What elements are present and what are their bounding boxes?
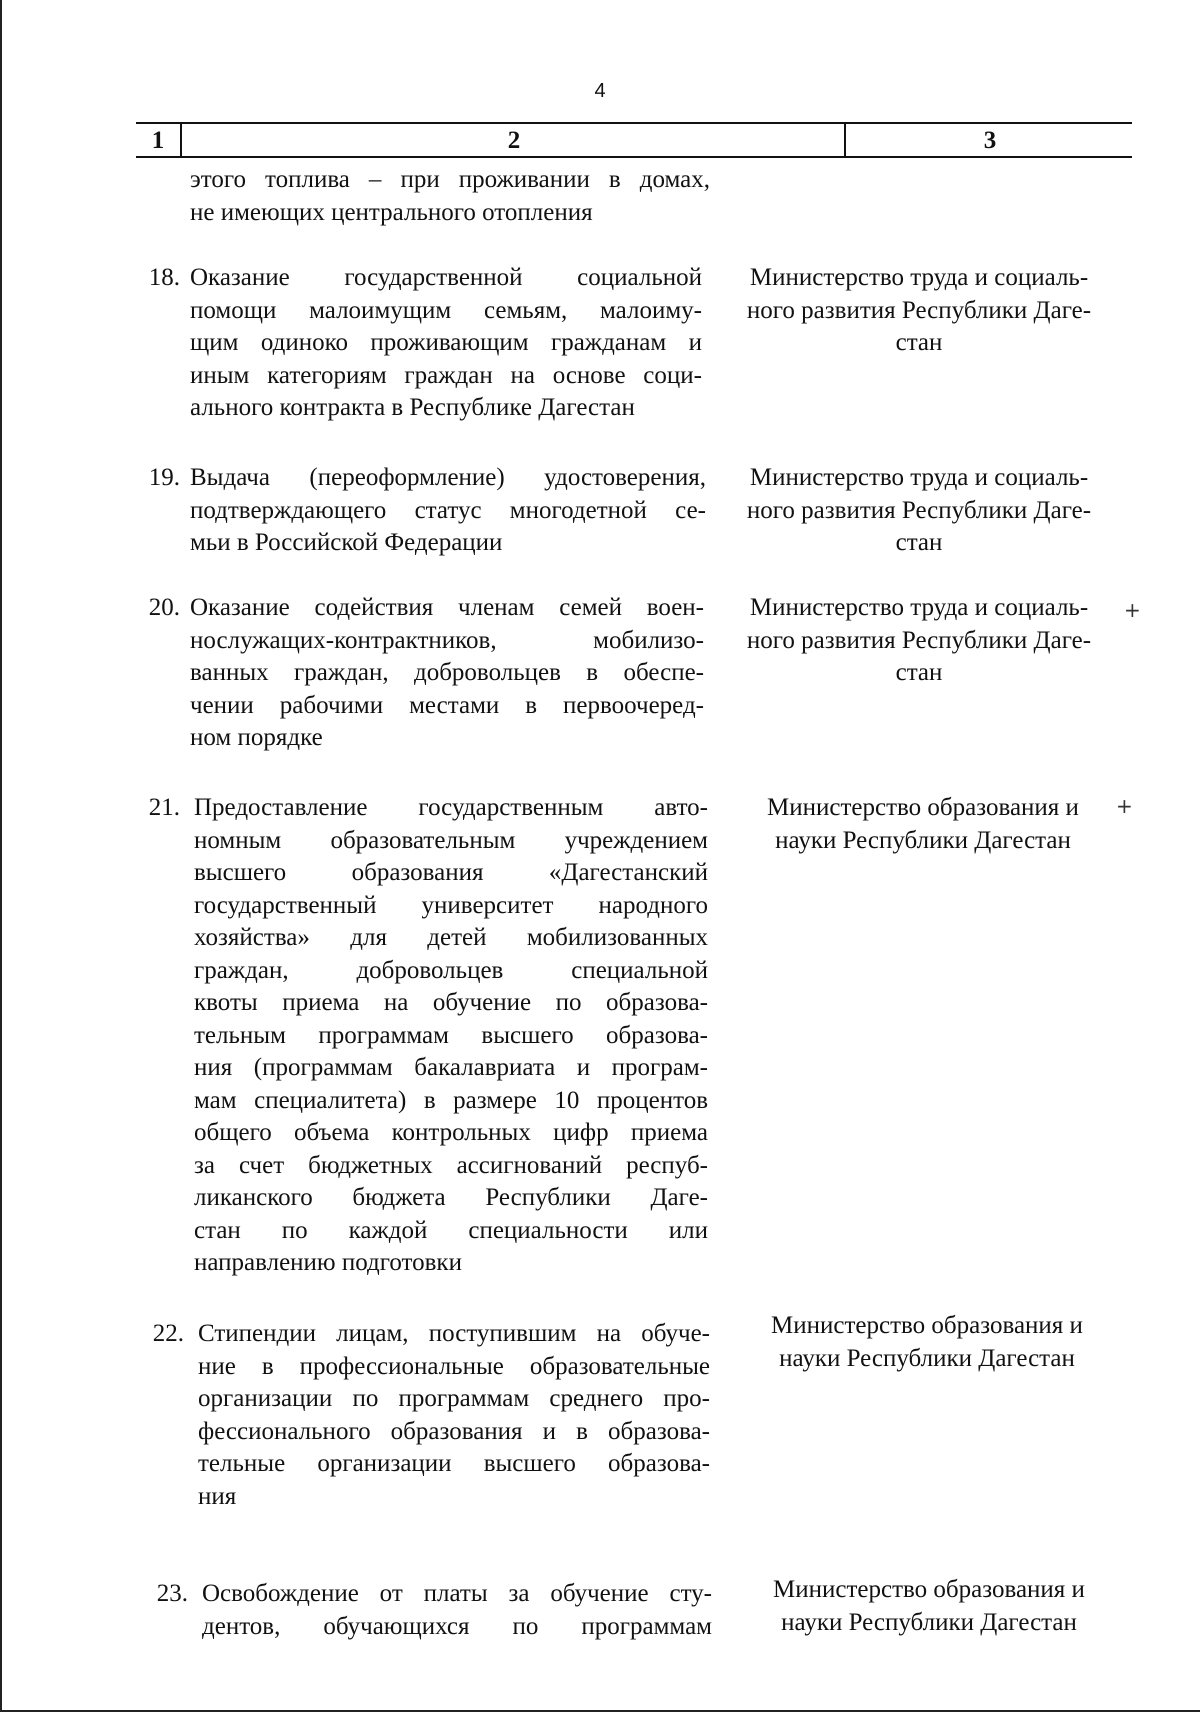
row-description [202, 1578, 712, 1643]
desc-line: номным образовательным учреждением [194, 826, 708, 854]
responsible-ministry [730, 792, 1116, 857]
desc-line: мьи в Российской Федерации [190, 529, 503, 556]
desc-line: Стипендии лицам, поступившим на обуче- [198, 1320, 710, 1347]
resp-line: Министерство труда и социаль- [749, 464, 1089, 491]
responsible-ministry [734, 1310, 1120, 1375]
desc-line: ального контракта в Республике Дагестан [190, 394, 635, 421]
desc-line: квоты приема на обучение по образова- [194, 989, 708, 1016]
table-header [136, 122, 1132, 158]
desc-line: иным категориям граждан на основе соци- [190, 361, 702, 389]
desc-line: общего объема контрольных цифр приема [194, 1119, 708, 1146]
resp-line: Министерство образования и [773, 1576, 1085, 1603]
header-col-2: 2 [507, 127, 521, 154]
resp-line: стан [895, 659, 943, 686]
desc-line: ния [198, 1482, 237, 1510]
desc-line: чении рабочими местами в первоочеред- [190, 691, 704, 719]
row-description [194, 792, 708, 1280]
desc-line: помощи малоимущим семьям, малоиму- [190, 296, 702, 324]
desc-line: дентов, обучающихся по программам [202, 1612, 712, 1640]
handwritten-plus-mark: + [1116, 794, 1133, 818]
resp-line: науки Республики Дагестан [781, 1608, 1077, 1636]
header-divider [180, 124, 182, 156]
resp-line: ного развития Республики Даге- [746, 296, 1092, 324]
row-description [190, 262, 702, 425]
desc-line: направлению подготовки [194, 1249, 462, 1276]
desc-line: ние в профессиональные образовательные [198, 1352, 710, 1380]
scan-edge-left [0, 0, 2, 1712]
row-description [190, 462, 706, 560]
header-col-1: 1 [151, 127, 165, 154]
resp-line: стан [895, 529, 943, 556]
desc-line: Освобождение от платы за обучение сту- [202, 1580, 712, 1607]
continuation-text [190, 164, 710, 229]
handwritten-plus-mark: + [1124, 598, 1141, 622]
row-number: 20. [148, 594, 180, 621]
desc-line: стан по каждой специальности или [194, 1216, 708, 1244]
row-number: 21. [148, 794, 180, 821]
desc-line: Оказание содействия членам семей воен- [190, 594, 704, 621]
row-description [198, 1318, 710, 1513]
desc-line: граждан, добровольцев специальной [194, 956, 708, 984]
responsible-ministry [718, 262, 1120, 360]
row-number: 18. [148, 264, 180, 291]
resp-line: науки Республики Дагестан [779, 1344, 1075, 1372]
desc-line: этого топлива – при проживании в домах, [190, 166, 710, 193]
desc-line: Выдача (переоформление) удостоверения, [190, 464, 706, 491]
desc-line: подтверждающего статус многодетной се- [190, 496, 706, 524]
desc-line: не имеющих центрального отопления [190, 198, 593, 226]
desc-line: ном порядке [190, 724, 323, 751]
header-col-3: 3 [983, 127, 997, 154]
desc-line: мам специалитета) в размере 10 процентов [194, 1086, 708, 1114]
row-number: 23. [156, 1580, 188, 1607]
desc-line: ванных граждан, добровольцев в обеспе- [190, 659, 704, 686]
row-number: 19. [148, 464, 180, 491]
responsible-ministry [718, 592, 1120, 690]
desc-line: щим одиноко проживающим гражданам и [190, 329, 702, 356]
header-divider [844, 124, 846, 156]
desc-line: Предоставление государственным авто- [194, 794, 708, 821]
desc-line: организации по программам среднего про- [198, 1385, 710, 1412]
desc-line: тельные организации высшего образова- [198, 1450, 710, 1477]
desc-line: государственный университет народного [194, 891, 708, 919]
resp-line: Министерство труда и социаль- [749, 594, 1089, 621]
desc-line: за счет бюджетных ассигнований респуб- [194, 1151, 708, 1179]
responsible-ministry [718, 462, 1120, 560]
row-description [190, 592, 704, 755]
resp-line: Министерство образования и [771, 1312, 1083, 1339]
desc-line: ния (программам бакалавриата и програм- [194, 1054, 708, 1081]
desc-line: тельным программам высшего образова- [194, 1021, 708, 1049]
resp-line: Министерство образования и [767, 794, 1079, 821]
desc-line: фессионального образования и в образова- [198, 1417, 710, 1445]
desc-line: высшего образования «Дагестанский [194, 859, 708, 886]
row-number: 22. [152, 1320, 184, 1347]
resp-line: стан [895, 329, 943, 356]
responsible-ministry [736, 1574, 1122, 1639]
desc-line: хозяйства» для детей мобилизованных [194, 924, 708, 951]
resp-line: ного развития Республики Даге- [746, 496, 1092, 524]
desc-line: ликанского бюджета Республики Даге- [194, 1184, 708, 1211]
desc-line: Оказание государственной социальной [190, 264, 702, 291]
resp-line: Министерство труда и социаль- [749, 264, 1089, 291]
desc-line: нослужащих-контрактников, мобилизо- [190, 626, 704, 654]
page-number: 4 [594, 80, 606, 102]
resp-line: ного развития Республики Даге- [746, 626, 1092, 654]
resp-line: науки Республики Дагестан [775, 826, 1071, 854]
